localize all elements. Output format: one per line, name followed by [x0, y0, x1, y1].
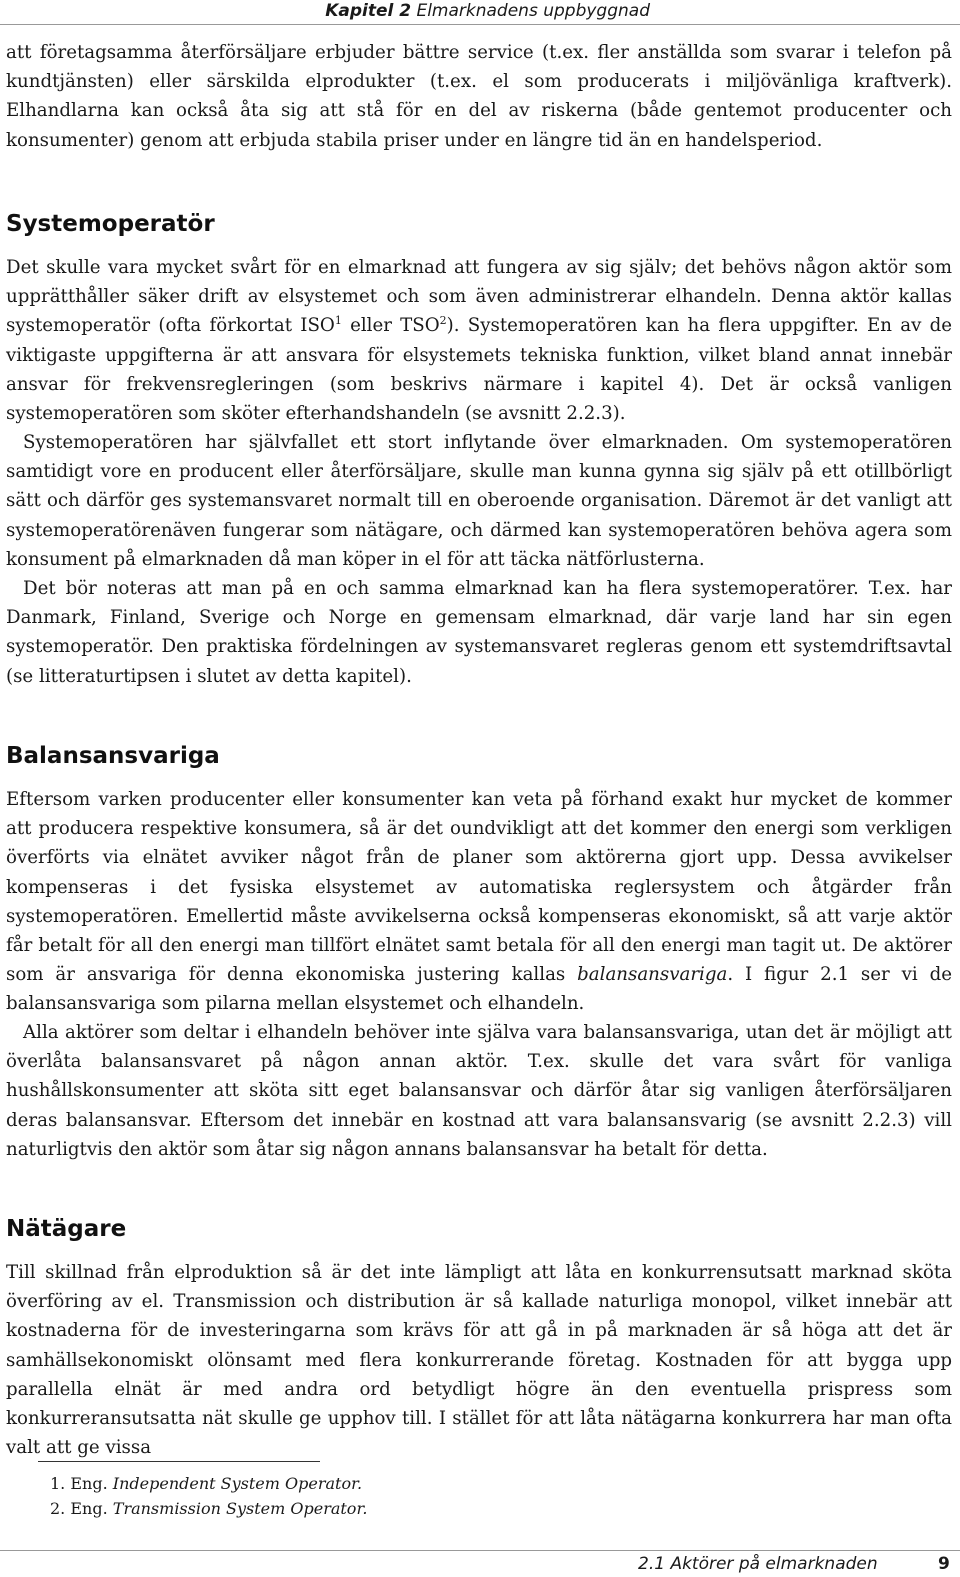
natagare-paragraph-1: Till skillnad från elproduktion så är det inte lämpligt att låta en konkurrensutsatt marknad sköta överföring av el. Transmission och distribution är så kallade naturliga monopol, vilket innebär att kostnaderna för de investeringarna som krävs för att gå in på marknaden är så höga att det är samhällsekonomiskt olönsamt med flera konkurrerande företag. Kostnaden för att bygga upp parallella elnät är med andra ord betydligt högre än den eventuella prispress som konkurreransutsatta nät skulle ge upphov till. I stället för att låta nätägarna konkurrera har man ofta valt att ge vissa	[6, 1262, 952, 1459]
footnote-2-prefix: Eng.	[70, 1499, 108, 1518]
systemoperator-paragraph-2: Systemoperatören har självfallet ett stort inflytande över elmarknaden. Om systemoperatören samtidigt vore en producent eller återförsäljare, skulle man kunna gynna sig själv på ett otillbörligt sätt och därför ges systemansvaret normalt till en oberoende organisation. Däremot är det vanligt att systemoperatörenäven fungerar som nätägare, och därmed kan systemoperatören behöva agera som konsument på elmarknaden då man köper in el för att täcka nätförlusterna.	[6, 432, 952, 570]
balansansvariga-paragraph-1	[6, 785, 952, 1019]
heading-balansansvariga: Balansansvariga	[6, 743, 220, 769]
balansansvariga-term: balansansvariga	[577, 964, 728, 986]
systemoperator-p1-text-a: Det skulle vara mycket svårt för en elmarknad att fungera av sig själv; det behövs någon aktör som upprätthåller säker drift av elsystemet och som även administrerar elhandeln. Denna aktör kallas systemoperatör (ofta förkortat ISO	[6, 257, 952, 337]
footnote-1	[50, 1474, 362, 1494]
systemoperator-p1-text-c: ). Systemoperatören kan ha flera uppgifter. En av de viktigaste uppgifterna är att ansvara för elsystemets tekniska funktion, vilket bland annat innebär ansvar för frekvensregleringen (som beskrivs närmare i kapitel 4). Det är också vanligen systemoperatören som sköter efterhandshandeln (se avsnitt 2.2.3).	[6, 315, 953, 425]
chapter-title: Elmarknadens uppbyggnad	[416, 1, 650, 21]
heading-systemoperator: Systemoperatör	[6, 211, 215, 237]
balansansvariga-paragraph-2: Alla aktörer som deltar i elhandeln behöver inte själva vara balansansvariga, utan det är möjligt att överlåta balansansvaret på någon annan aktör. T.ex. skulle det vara svårt för vanliga hushållskonsumenter att sköta sitt eget balansansvar och därför åtar sig vanligen återförsäljaren deras balansansvar. Eftersom det innebär en kostnad att vara balansansvarig (se avsnitt 2.2.3) vill naturligtvis den aktör som åtar sig någon annans balansansvar ha betalt för detta.	[6, 1022, 952, 1160]
footnote-2	[50, 1499, 367, 1519]
balansansvariga-p1-text-b: . I figur 2.1 ser vi de balansansvariga som pilarna mellan elsystemet och elhandeln.	[6, 964, 952, 1015]
chapter-label: Kapitel 2	[325, 1, 412, 21]
chapter-header	[325, 0, 650, 22]
running-header	[0, 0, 960, 25]
footnote-1-prefix: Eng.	[70, 1474, 108, 1493]
footnote-ref-2: 2	[439, 314, 447, 328]
footer-section-title: 2.1 Aktörer på elmarknaden	[638, 1554, 878, 1574]
footnote-1-text: Independent System Operator.	[112, 1474, 363, 1493]
footnote-divider	[38, 1461, 320, 1462]
heading-natagare: Nätägare	[6, 1216, 127, 1242]
balansansvariga-p1-text-a: Eftersom varken producenter eller konsumenter kan veta på förhand exakt hur mycket de kommer att producera respektive konsumera, så är det oundvikligt att det kommer den energi som verkligen överförts via elnätet avviker något från de planer som aktörerna gjort upp. Dessa avvikelser kompenseras i det fysiska elsystemet av automatiska reglersystem och åtgärder från systemoperatören. Emellertid måste avvikelserna också kompenseras ekonomiskt, så att varje aktör får betalt för all den energi man tillfört elnätet samt betala för all den energi man tagit ut. De aktörer som är ansvariga för denna ekonomiska justering kallas	[6, 789, 952, 986]
intro-paragraph: att företagsamma återförsäljare erbjuder bättre service (t.ex. fler anställda som svarar i telefon på kundtjänsten) eller särskilda elprodukter (t.ex. el som producerats i miljövänliga kraftverk). Elhandlarna kan också åta sig att stå för en del av riskerna (både gentemot producenter och konsumenter) genom att erbjuda stabila priser under en längre tid än en handelsperiod.	[6, 42, 952, 151]
systemoperator-paragraph-1	[6, 253, 952, 428]
running-footer	[0, 1550, 960, 1577]
page-number: 9	[938, 1554, 950, 1574]
footnote-1-number: 1.	[50, 1474, 66, 1493]
footnote-ref-1: 1	[334, 314, 342, 328]
systemoperator-paragraph-3: Det bör noteras att man på en och samma elmarknad kan ha flera systemoperatörer. T.ex. har Danmark, Finland, Sverige och Norge en gemensam elmarknad, där varje land har sin egen systemoperatör. Den praktiska fördelningen av systemansvaret regleras genom ett systemdriftsavtal (se litteraturtipsen i slutet av detta kapitel).	[6, 578, 952, 687]
footnote-2-text: Transmission System Operator.	[112, 1499, 368, 1518]
systemoperator-p1-text-b: eller TSO	[341, 315, 440, 337]
footnote-2-number: 2.	[50, 1499, 66, 1518]
